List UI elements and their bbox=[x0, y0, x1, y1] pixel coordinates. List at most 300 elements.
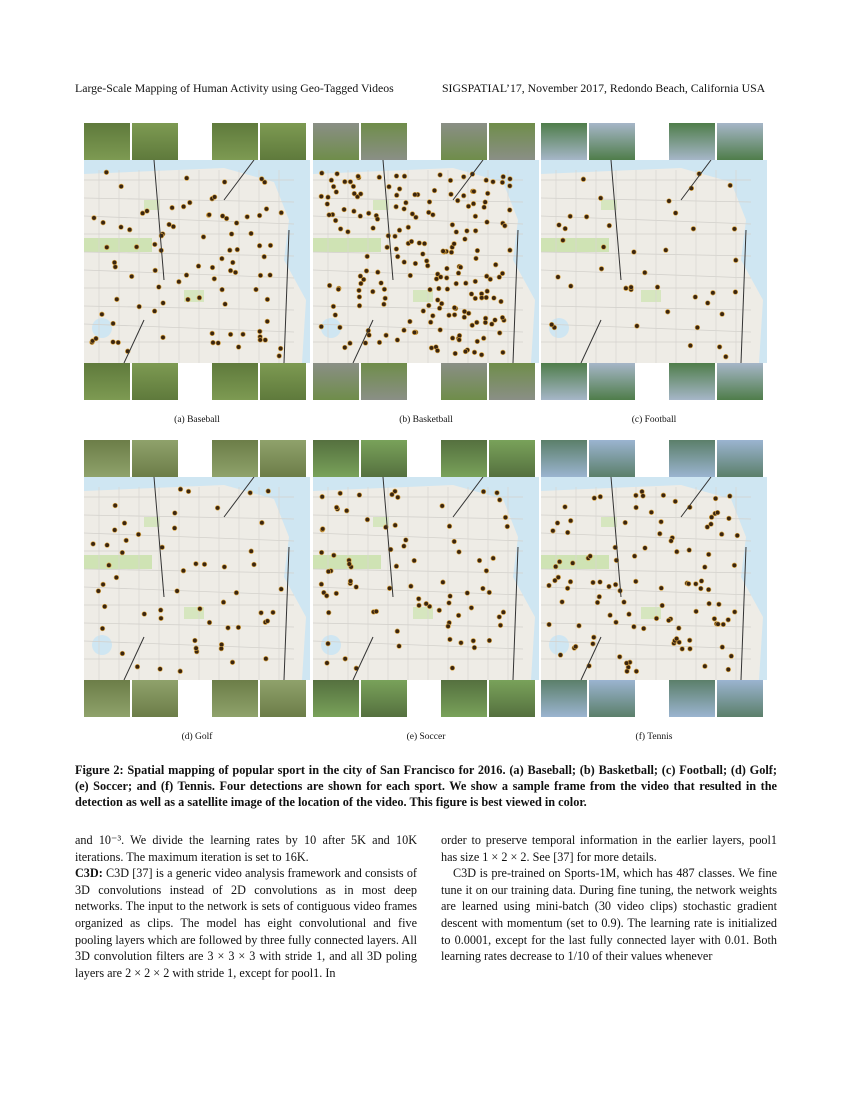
detection-marker bbox=[397, 187, 402, 192]
city-map bbox=[84, 477, 310, 680]
detection-marker bbox=[216, 341, 221, 346]
detection-marker bbox=[437, 608, 442, 613]
detection-marker bbox=[635, 324, 640, 329]
detection-marker bbox=[563, 505, 568, 510]
detection-marker bbox=[449, 250, 454, 255]
detection-marker bbox=[607, 223, 612, 228]
detection-marker bbox=[729, 654, 734, 659]
detection-marker bbox=[720, 312, 725, 317]
detection-marker bbox=[732, 227, 737, 232]
detection-marker bbox=[258, 329, 263, 334]
detection-marker bbox=[259, 611, 264, 616]
detection-marker bbox=[260, 520, 265, 525]
detection-marker bbox=[643, 270, 648, 275]
video-frame-thumbnail bbox=[717, 363, 763, 400]
detection-marker bbox=[186, 297, 191, 302]
detection-marker bbox=[457, 338, 462, 343]
detection-marker bbox=[278, 346, 283, 351]
detection-marker bbox=[175, 589, 180, 594]
detection-marker bbox=[161, 335, 166, 340]
detection-marker bbox=[170, 205, 175, 210]
detection-marker bbox=[551, 529, 556, 534]
lake bbox=[549, 635, 569, 655]
detection-marker bbox=[452, 305, 457, 310]
detection-marker bbox=[481, 489, 486, 494]
detection-marker bbox=[348, 180, 353, 185]
video-frame-thumbnail bbox=[589, 440, 635, 477]
detection-marker bbox=[222, 180, 227, 185]
detection-marker bbox=[568, 518, 573, 523]
detection-marker bbox=[153, 242, 158, 247]
detection-marker bbox=[715, 510, 720, 515]
detection-marker bbox=[395, 629, 400, 634]
detection-marker bbox=[487, 590, 492, 595]
detection-marker bbox=[325, 661, 330, 666]
detection-marker bbox=[424, 601, 429, 606]
detection-marker bbox=[266, 489, 271, 494]
detection-marker bbox=[497, 498, 502, 503]
detection-marker bbox=[241, 332, 246, 337]
detection-marker bbox=[351, 184, 356, 189]
detection-marker bbox=[716, 622, 721, 627]
detection-marker bbox=[568, 579, 573, 584]
lake bbox=[92, 635, 112, 655]
detection-marker bbox=[358, 192, 363, 197]
detection-marker bbox=[473, 296, 478, 301]
detection-marker bbox=[127, 227, 132, 232]
detection-marker bbox=[395, 254, 400, 259]
detection-marker bbox=[395, 338, 400, 343]
detection-marker bbox=[495, 491, 500, 496]
detection-marker bbox=[259, 177, 264, 182]
city-map bbox=[541, 160, 767, 363]
detection-marker bbox=[221, 600, 226, 605]
satellite-thumbnail bbox=[541, 440, 587, 477]
satellite-thumbnail bbox=[212, 680, 258, 717]
detection-marker bbox=[212, 195, 217, 200]
detection-marker bbox=[643, 546, 648, 551]
detection-marker bbox=[268, 243, 273, 248]
detection-marker bbox=[412, 330, 417, 335]
detection-marker bbox=[553, 578, 558, 583]
detection-marker bbox=[338, 325, 343, 330]
city-map bbox=[541, 477, 767, 680]
detection-marker bbox=[338, 227, 343, 232]
detection-marker bbox=[231, 260, 236, 265]
detection-marker bbox=[354, 585, 359, 590]
detection-marker bbox=[120, 550, 125, 555]
detection-marker bbox=[470, 323, 475, 328]
detection-marker bbox=[325, 202, 330, 207]
detection-marker bbox=[124, 538, 129, 543]
detection-marker bbox=[112, 260, 117, 265]
detection-marker bbox=[167, 222, 172, 227]
detection-marker bbox=[694, 609, 699, 614]
detection-marker bbox=[257, 243, 262, 248]
detection-marker bbox=[565, 586, 570, 591]
detection-marker bbox=[385, 245, 390, 250]
detection-marker bbox=[499, 299, 504, 304]
detection-marker bbox=[560, 600, 565, 605]
detection-marker bbox=[326, 569, 331, 574]
detection-marker bbox=[319, 194, 324, 199]
detection-marker bbox=[632, 554, 637, 559]
satellite-thumbnail bbox=[212, 123, 258, 160]
detection-marker bbox=[632, 250, 637, 255]
detection-marker bbox=[202, 562, 207, 567]
detection-marker bbox=[485, 191, 490, 196]
detection-marker bbox=[549, 322, 554, 327]
detection-marker bbox=[695, 325, 700, 330]
detection-marker bbox=[694, 582, 699, 587]
detection-marker bbox=[248, 491, 253, 496]
detection-marker bbox=[599, 267, 604, 272]
subfigure-caption: (f) Tennis bbox=[635, 732, 673, 742]
detection-marker bbox=[194, 562, 199, 567]
detection-marker bbox=[641, 494, 646, 499]
detection-marker bbox=[658, 531, 663, 536]
satellite-thumbnail bbox=[541, 123, 587, 160]
detection-marker bbox=[377, 175, 382, 180]
detection-marker bbox=[491, 556, 496, 561]
detection-marker bbox=[592, 496, 597, 501]
park bbox=[84, 238, 152, 252]
detection-marker bbox=[484, 178, 489, 183]
detection-marker bbox=[487, 638, 492, 643]
detection-marker bbox=[347, 562, 352, 567]
detection-marker bbox=[334, 591, 339, 596]
satellite-thumbnail bbox=[669, 680, 715, 717]
detection-marker bbox=[688, 647, 693, 652]
detection-marker bbox=[382, 302, 387, 307]
detection-marker bbox=[455, 198, 460, 203]
detection-marker bbox=[598, 580, 603, 585]
video-frame-thumbnail bbox=[260, 363, 306, 400]
detection-marker bbox=[194, 646, 199, 651]
detection-marker bbox=[553, 564, 558, 569]
detection-marker bbox=[334, 505, 339, 510]
detection-marker bbox=[334, 190, 339, 195]
figure-panel bbox=[541, 440, 767, 740]
detection-marker bbox=[441, 580, 446, 585]
detection-marker bbox=[568, 214, 573, 219]
detection-marker bbox=[464, 281, 469, 286]
detection-marker bbox=[387, 184, 392, 189]
video-frame-thumbnail bbox=[260, 440, 306, 477]
detection-marker bbox=[707, 601, 712, 606]
subfigure-caption: (a) Baseball bbox=[174, 415, 220, 425]
detection-marker bbox=[724, 354, 729, 359]
detection-marker bbox=[608, 613, 613, 618]
video-frame-thumbnail bbox=[132, 123, 178, 160]
detection-marker bbox=[181, 204, 186, 209]
detection-marker bbox=[454, 281, 459, 286]
detection-marker bbox=[113, 265, 118, 270]
detection-marker bbox=[91, 542, 96, 547]
detection-marker bbox=[498, 623, 503, 628]
detection-marker bbox=[732, 610, 737, 615]
detection-marker bbox=[416, 597, 421, 602]
detection-marker bbox=[438, 328, 443, 333]
detection-marker bbox=[735, 533, 740, 538]
detection-marker bbox=[477, 558, 482, 563]
city-map bbox=[313, 477, 539, 680]
detection-marker bbox=[374, 609, 379, 614]
detection-marker bbox=[431, 314, 436, 319]
detection-marker bbox=[720, 645, 725, 650]
detection-marker bbox=[394, 247, 399, 252]
detection-marker bbox=[348, 579, 353, 584]
detection-marker bbox=[456, 271, 461, 276]
figure-panel bbox=[313, 123, 539, 423]
detection-marker bbox=[404, 538, 409, 543]
detection-marker bbox=[394, 204, 399, 209]
detection-marker bbox=[158, 608, 163, 613]
detection-marker bbox=[557, 223, 562, 228]
detection-marker bbox=[134, 245, 139, 250]
detection-marker bbox=[397, 644, 402, 649]
detection-marker bbox=[717, 345, 722, 350]
satellite-thumbnail bbox=[313, 440, 359, 477]
detection-marker bbox=[335, 172, 340, 177]
detection-marker bbox=[331, 304, 336, 309]
detection-marker bbox=[570, 561, 575, 566]
land bbox=[541, 168, 763, 363]
detection-marker bbox=[507, 208, 512, 213]
detection-marker bbox=[547, 583, 552, 588]
figure-panel bbox=[84, 440, 310, 740]
detection-marker bbox=[408, 319, 413, 324]
detection-marker bbox=[437, 286, 442, 291]
detection-marker bbox=[173, 511, 178, 516]
detection-marker bbox=[664, 248, 669, 253]
detection-marker bbox=[452, 313, 457, 318]
detection-marker bbox=[447, 524, 452, 529]
satellite-thumbnail bbox=[84, 440, 130, 477]
detection-marker bbox=[402, 174, 407, 179]
detection-marker bbox=[265, 619, 270, 624]
detection-marker bbox=[223, 302, 228, 307]
detection-marker bbox=[727, 516, 732, 521]
detection-marker bbox=[438, 173, 443, 178]
detection-marker bbox=[357, 288, 362, 293]
detection-marker bbox=[409, 584, 414, 589]
detection-marker bbox=[120, 651, 125, 656]
detection-marker bbox=[417, 603, 422, 608]
detection-marker bbox=[268, 273, 273, 278]
detection-marker bbox=[677, 626, 682, 631]
detection-marker bbox=[577, 623, 582, 628]
satellite-thumbnail bbox=[313, 363, 359, 400]
video-frame-thumbnail bbox=[489, 363, 535, 400]
detection-marker bbox=[726, 618, 731, 623]
detection-marker bbox=[429, 346, 434, 351]
detection-marker bbox=[488, 277, 493, 282]
detection-marker bbox=[220, 214, 225, 219]
detection-marker bbox=[728, 183, 733, 188]
detection-marker bbox=[469, 292, 474, 297]
detection-marker bbox=[119, 184, 124, 189]
detection-marker bbox=[665, 310, 670, 315]
detection-marker bbox=[680, 647, 685, 652]
detection-marker bbox=[490, 322, 495, 327]
detection-marker bbox=[178, 669, 183, 674]
running-header-title: Large-Scale Mapping of Human Activity using Geo-Tagged Videos bbox=[75, 81, 394, 95]
detection-marker bbox=[613, 582, 618, 587]
video-frame-thumbnail bbox=[489, 123, 535, 160]
subfigure-caption: (e) Soccer bbox=[406, 732, 446, 742]
detection-marker bbox=[421, 309, 426, 314]
satellite-thumbnail bbox=[441, 680, 487, 717]
detection-marker bbox=[178, 487, 183, 492]
detection-marker bbox=[320, 171, 325, 176]
running-header-venue: SIGSPATIAL’17, November 2017, Redondo Beach, California USA bbox=[442, 81, 766, 95]
detection-marker bbox=[363, 341, 368, 346]
detection-marker bbox=[226, 626, 231, 631]
detection-marker bbox=[364, 269, 369, 274]
detection-marker bbox=[456, 613, 461, 618]
detection-marker bbox=[409, 239, 414, 244]
detection-marker bbox=[614, 620, 619, 625]
detection-marker bbox=[105, 543, 110, 548]
detection-marker bbox=[712, 617, 717, 622]
detection-marker bbox=[113, 503, 118, 508]
satellite-thumbnail bbox=[669, 440, 715, 477]
detection-marker bbox=[445, 287, 450, 292]
detection-marker bbox=[445, 266, 450, 271]
detection-marker bbox=[249, 231, 254, 236]
satellite-thumbnail bbox=[669, 123, 715, 160]
detection-marker bbox=[357, 295, 362, 300]
detection-marker bbox=[324, 594, 329, 599]
c3d-text: C3D [37] is a generic video analysis framework and consists of 3D convolutions instead of 2D convolutions as in most deep networks. The input to the network is sets of contiguous video frames organized as clips. The model has eight convolutional and five pooling layers which are followed by three fully connected layers. All 3D convolution filters are 3 × 3 × 3 with stride 1, and all 3D poling layers are 2 × 2 × 2 with stride 1, except for pool1. In bbox=[75, 866, 417, 980]
detection-marker bbox=[424, 259, 429, 264]
detection-marker bbox=[447, 601, 452, 606]
detection-marker bbox=[319, 582, 324, 587]
detection-marker bbox=[641, 626, 646, 631]
detection-marker bbox=[115, 297, 120, 302]
detection-marker bbox=[327, 283, 332, 288]
detection-marker bbox=[346, 230, 351, 235]
detection-marker bbox=[458, 265, 463, 270]
detection-marker bbox=[104, 170, 109, 175]
detection-marker bbox=[463, 237, 468, 242]
detection-marker bbox=[111, 321, 116, 326]
detection-marker bbox=[448, 178, 453, 183]
lake bbox=[321, 635, 341, 655]
detection-marker bbox=[428, 287, 433, 292]
detection-marker bbox=[588, 554, 593, 559]
detection-marker bbox=[686, 582, 691, 587]
detection-marker bbox=[565, 530, 570, 535]
detection-marker bbox=[624, 286, 629, 291]
detection-marker bbox=[654, 616, 659, 621]
detection-marker bbox=[320, 494, 325, 499]
right-column bbox=[441, 832, 777, 965]
subfigure-caption: (d) Golf bbox=[181, 732, 213, 742]
detection-marker bbox=[706, 552, 711, 557]
detection-marker bbox=[713, 496, 718, 501]
detection-marker bbox=[485, 289, 490, 294]
detection-marker bbox=[563, 226, 568, 231]
detection-marker bbox=[655, 285, 660, 290]
paragraph: C3D is pre-trained on Sports-1M, which has 487 classes. We fine tune it on our training data. During fine tuning, the network weights are learned using mini-batch (30 video clips) stochastic gradient descent with momentum (set to 0.9). The learning rate is initialized to 0.0001, except for the last fully connected layer with 0.01. Both learning rates decrease to 1/10 of their values whenever bbox=[441, 866, 777, 964]
detection-marker bbox=[598, 196, 603, 201]
detection-marker bbox=[212, 277, 217, 282]
detection-marker bbox=[258, 273, 263, 278]
detection-marker bbox=[352, 209, 357, 214]
detection-marker bbox=[402, 260, 407, 265]
detection-marker bbox=[497, 615, 502, 620]
detection-marker bbox=[687, 638, 692, 643]
detection-marker bbox=[252, 562, 257, 567]
detection-marker bbox=[101, 582, 106, 587]
figure-panel bbox=[541, 123, 767, 423]
detection-marker bbox=[500, 315, 505, 320]
detection-marker bbox=[421, 252, 426, 257]
video-frame-thumbnail bbox=[361, 123, 407, 160]
c3d-heading: C3D: bbox=[75, 866, 103, 881]
detection-marker bbox=[591, 642, 596, 647]
detection-marker bbox=[359, 281, 364, 286]
detection-marker bbox=[591, 580, 596, 585]
detection-marker bbox=[161, 301, 166, 306]
detection-marker bbox=[235, 247, 240, 252]
detection-marker bbox=[471, 639, 476, 644]
detection-marker bbox=[111, 340, 116, 345]
satellite-thumbnail bbox=[212, 363, 258, 400]
detection-marker bbox=[584, 215, 589, 220]
detection-marker bbox=[207, 620, 212, 625]
detection-marker bbox=[320, 527, 325, 532]
detection-marker bbox=[452, 242, 457, 247]
detection-marker bbox=[390, 492, 395, 497]
detection-marker bbox=[352, 191, 357, 196]
detection-marker bbox=[597, 594, 602, 599]
detection-marker bbox=[492, 296, 497, 301]
detection-marker bbox=[153, 268, 158, 273]
detection-marker bbox=[447, 313, 452, 318]
detection-marker bbox=[493, 262, 498, 267]
detection-marker bbox=[617, 655, 622, 660]
detection-marker bbox=[485, 220, 490, 225]
detection-marker bbox=[333, 313, 338, 318]
detection-marker bbox=[634, 579, 639, 584]
city-map bbox=[84, 160, 310, 363]
detection-marker bbox=[264, 656, 269, 661]
detection-marker bbox=[459, 641, 464, 646]
detection-marker bbox=[326, 610, 331, 615]
detection-marker bbox=[365, 517, 370, 522]
satellite-thumbnail bbox=[84, 123, 130, 160]
detection-marker bbox=[181, 568, 186, 573]
detection-marker bbox=[561, 238, 566, 243]
video-frame-thumbnail bbox=[132, 680, 178, 717]
detection-marker bbox=[160, 545, 165, 550]
detection-marker bbox=[356, 174, 361, 179]
detection-marker bbox=[234, 590, 239, 595]
detection-marker bbox=[479, 353, 484, 358]
detection-marker bbox=[333, 218, 338, 223]
detection-marker bbox=[413, 192, 418, 197]
detection-marker bbox=[262, 254, 267, 259]
detection-marker bbox=[461, 193, 466, 198]
detection-marker bbox=[210, 331, 215, 336]
detection-marker bbox=[406, 225, 411, 230]
detection-marker bbox=[119, 225, 124, 230]
detection-marker bbox=[501, 174, 506, 179]
detection-marker bbox=[326, 641, 331, 646]
